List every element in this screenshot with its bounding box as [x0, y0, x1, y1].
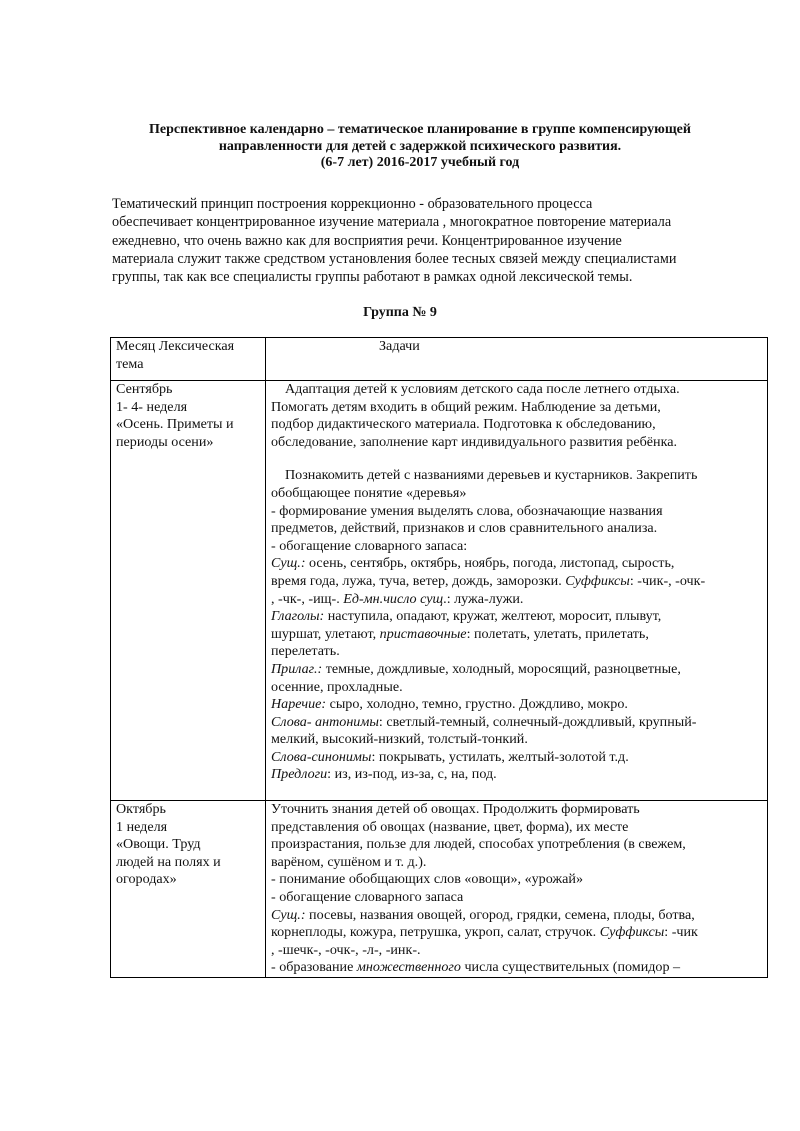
- document-title: [100, 122, 740, 172]
- cell-september-topic: [111, 381, 266, 801]
- topic-label: людей на полях и: [116, 853, 221, 870]
- month-label: Сентябрь: [116, 381, 173, 397]
- intro-line: обеспечивает концентрированное изучение материала , многократное повторение материала: [112, 214, 672, 231]
- intro-line: материала служит также средством установления более тесных связей между специалистами: [112, 250, 677, 267]
- topic-label: «Осень. Приметы и: [116, 416, 234, 433]
- table-row-october: [111, 801, 768, 978]
- title-line-2: направленности для детей с задержкой психического развития.: [218, 138, 622, 154]
- intro-line: группы, так как все специалисты группы работают в рамках одной лексической темы.: [112, 269, 633, 286]
- title-line-3: (6-7 лет) 2016-2017 учебный год: [320, 155, 520, 170]
- topic-label: «Овощи. Труд: [116, 836, 201, 853]
- title-line-1: Перспективное календарно – тематическое планирование в группе компенсирующей: [149, 122, 691, 137]
- cell-october-topic: [111, 801, 266, 978]
- week-label: 1 неделя: [116, 818, 168, 835]
- month-label: Октябрь: [116, 801, 166, 818]
- topic-label: периоды осени»: [116, 433, 214, 450]
- table-header-row: [111, 338, 768, 381]
- intro-line: Тематический принцип построения коррекционно - образовательного процесса: [112, 196, 593, 212]
- cell-october-tasks: Уточнить знания детей об овощах. Продолжить формировать представления об овощах (название, цвет, форма), их месте произрастания, пользе для людей, способах употребления (в свежем, варёном, сушёном и т. д.). - понимание обобщающих слов «овощи», «урожай» - обогащение словарного запаса Сущ.: посевы, названия овощей, огород, грядки, семена, плоды, ботва, корнеплоды, кожура, петрушка, укроп, салат, стручок. Суффиксы: -чик , -шечк-, -очк-, -л-, -инк-. - образование множественного числа существительных (помидор –: [266, 801, 768, 978]
- intro-paragraph: [112, 195, 762, 286]
- header-tasks: Задачи: [266, 338, 768, 381]
- header-month-topic: Месяц Лексическая тема: [111, 338, 266, 381]
- table-row-september: [111, 381, 768, 801]
- group-heading: Группа № 9: [363, 305, 437, 320]
- planning-table: [110, 337, 768, 978]
- week-label: 1- 4- неделя: [116, 398, 188, 415]
- cell-september-tasks: Адаптация детей к условиям детского сада после летнего отдыха. Помогать детям входить в общий режим. Наблюдение за детьми, подбор дидактического материала. Подготовка к обследованию, обследование, заполнение карт индивидуального развития ребёнка. Познакомить детей с названиями деревьев и кустарников. Закрепить обобщающее понятие «деревья» - формирование умения выделять слова, обозначающие названия предметов, действий, признаков и слов сравнительного анализа. - обогащение словарного запаса: Сущ.: осень, сентябрь, октябрь, ноябрь, погода, листопад, сырость, время года, лужа, туча, ветер, дождь, заморозки. Суффиксы: -чик-, -очк- , -чк-, -ищ-. Ед-мн.число сущ.: лужа-лужи. Глаголы: наступила, опадают, кружат, желтеют, моросит, плывут, шуршат, улетают, приставочные: полетать, улетать, прилетать, перелетать. Прилаг.: темные, дождливые, холодный, моросящий, разноцветные, осенние, прохладные. Наречие: сыро, холодно, темно, грустно. Дождливо, мокро. Слова- антонимы: светлый-темный, солнечный-дождливый, крупный- мелкий, высокий-низкий, толстый-тонкий. Слова-синонимы: покрывать, устилать, желтый-золотой т.д. Предлоги: из, из-под, из-за, с, на, под.: [266, 381, 768, 801]
- topic-label: огородах»: [116, 871, 177, 888]
- intro-line: ежедневно, что очень важно как для восприятия речи. Концентрированное изучение: [112, 232, 622, 249]
